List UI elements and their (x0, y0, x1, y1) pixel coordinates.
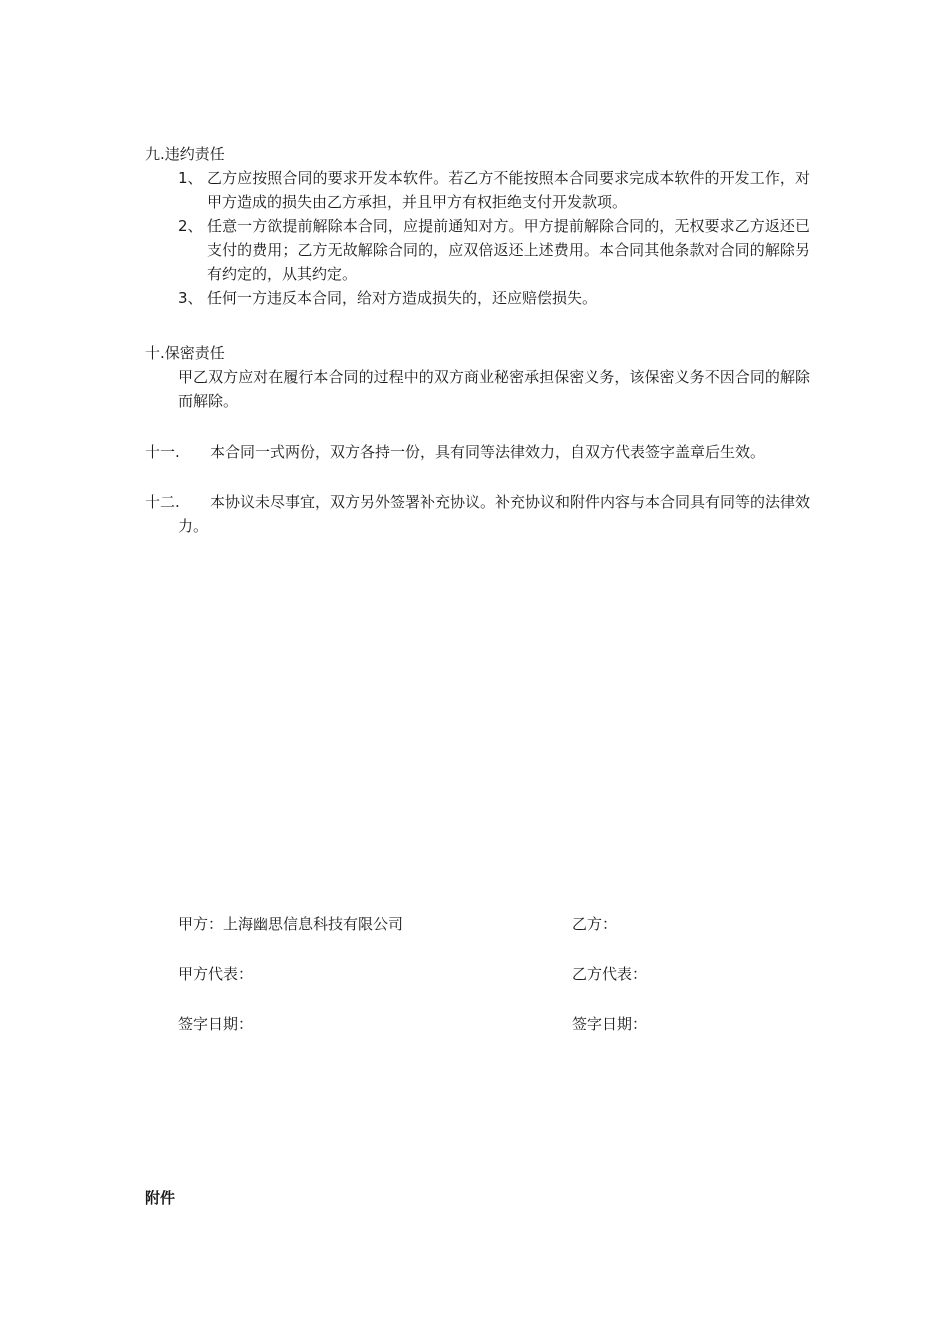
list-item (145, 214, 810, 286)
list-item-text: 乙方应按照合同的要求开发本软件。若乙方不能按照本合同要求完成本软件的开发工作，对甲方造成的损失由乙方承担，并且甲方有权拒绝支付开发款项。 (207, 169, 810, 211)
section-9-list (145, 166, 810, 310)
section-10-number: 十. (145, 344, 165, 362)
party-b-sign-date-label: 签字日期： (572, 1015, 648, 1033)
section-9-title: 违约责任 (164, 145, 225, 163)
list-item (145, 286, 810, 310)
party-a-label: 甲方：上海幽思信息科技有限公司 (178, 915, 404, 933)
section-9-number: 九. (145, 145, 165, 163)
section-10 (145, 341, 810, 413)
attachment-heading: 附件 (145, 1189, 176, 1207)
section-12 (145, 490, 810, 538)
party-b-representative-label: 乙方代表： (572, 965, 648, 983)
list-item-marker: 2、 (178, 217, 203, 235)
section-9-heading (145, 142, 810, 166)
section-12-clause (145, 490, 810, 538)
section-10-text: 甲乙双方应对在履行本合同的过程中的双方商业秘密承担保密义务，该保密义务不因合同的解除而解除。 (178, 368, 810, 410)
section-12-text: 本协议未尽事宜，双方另外签署补充协议。补充协议和附件内容与本合同具有同等的法律效力。 (178, 493, 811, 535)
section-11 (145, 440, 810, 464)
section-11-number: 十一. (145, 443, 180, 461)
list-item-text: 任意一方欲提前解除本合同，应提前通知对方。甲方提前解除合同的，无权要求乙方返还已支付的费用；乙方无故解除合同的，应双倍返还上述费用。本合同其他条款对合同的解除另有约定的，从其约定。 (207, 217, 810, 283)
party-a-sign-date-label: 签字日期： (178, 1015, 254, 1033)
list-item (145, 166, 810, 214)
section-9 (145, 142, 810, 310)
list-item-marker: 3、 (178, 289, 203, 307)
section-10-title: 保密责任 (164, 344, 225, 362)
section-10-heading (145, 341, 810, 365)
section-11-text: 本合同一式两份，双方各持一份，具有同等法律效力，自双方代表签字盖章后生效。 (210, 443, 766, 461)
section-11-clause (145, 440, 810, 464)
party-b-label: 乙方： (572, 915, 618, 933)
list-item-marker: 1、 (178, 169, 203, 187)
section-12-number: 十二. (145, 493, 180, 511)
party-a-representative-label: 甲方代表： (178, 965, 254, 983)
list-item-text: 任何一方违反本合同，给对方造成损失的，还应赔偿损失。 (207, 289, 598, 307)
